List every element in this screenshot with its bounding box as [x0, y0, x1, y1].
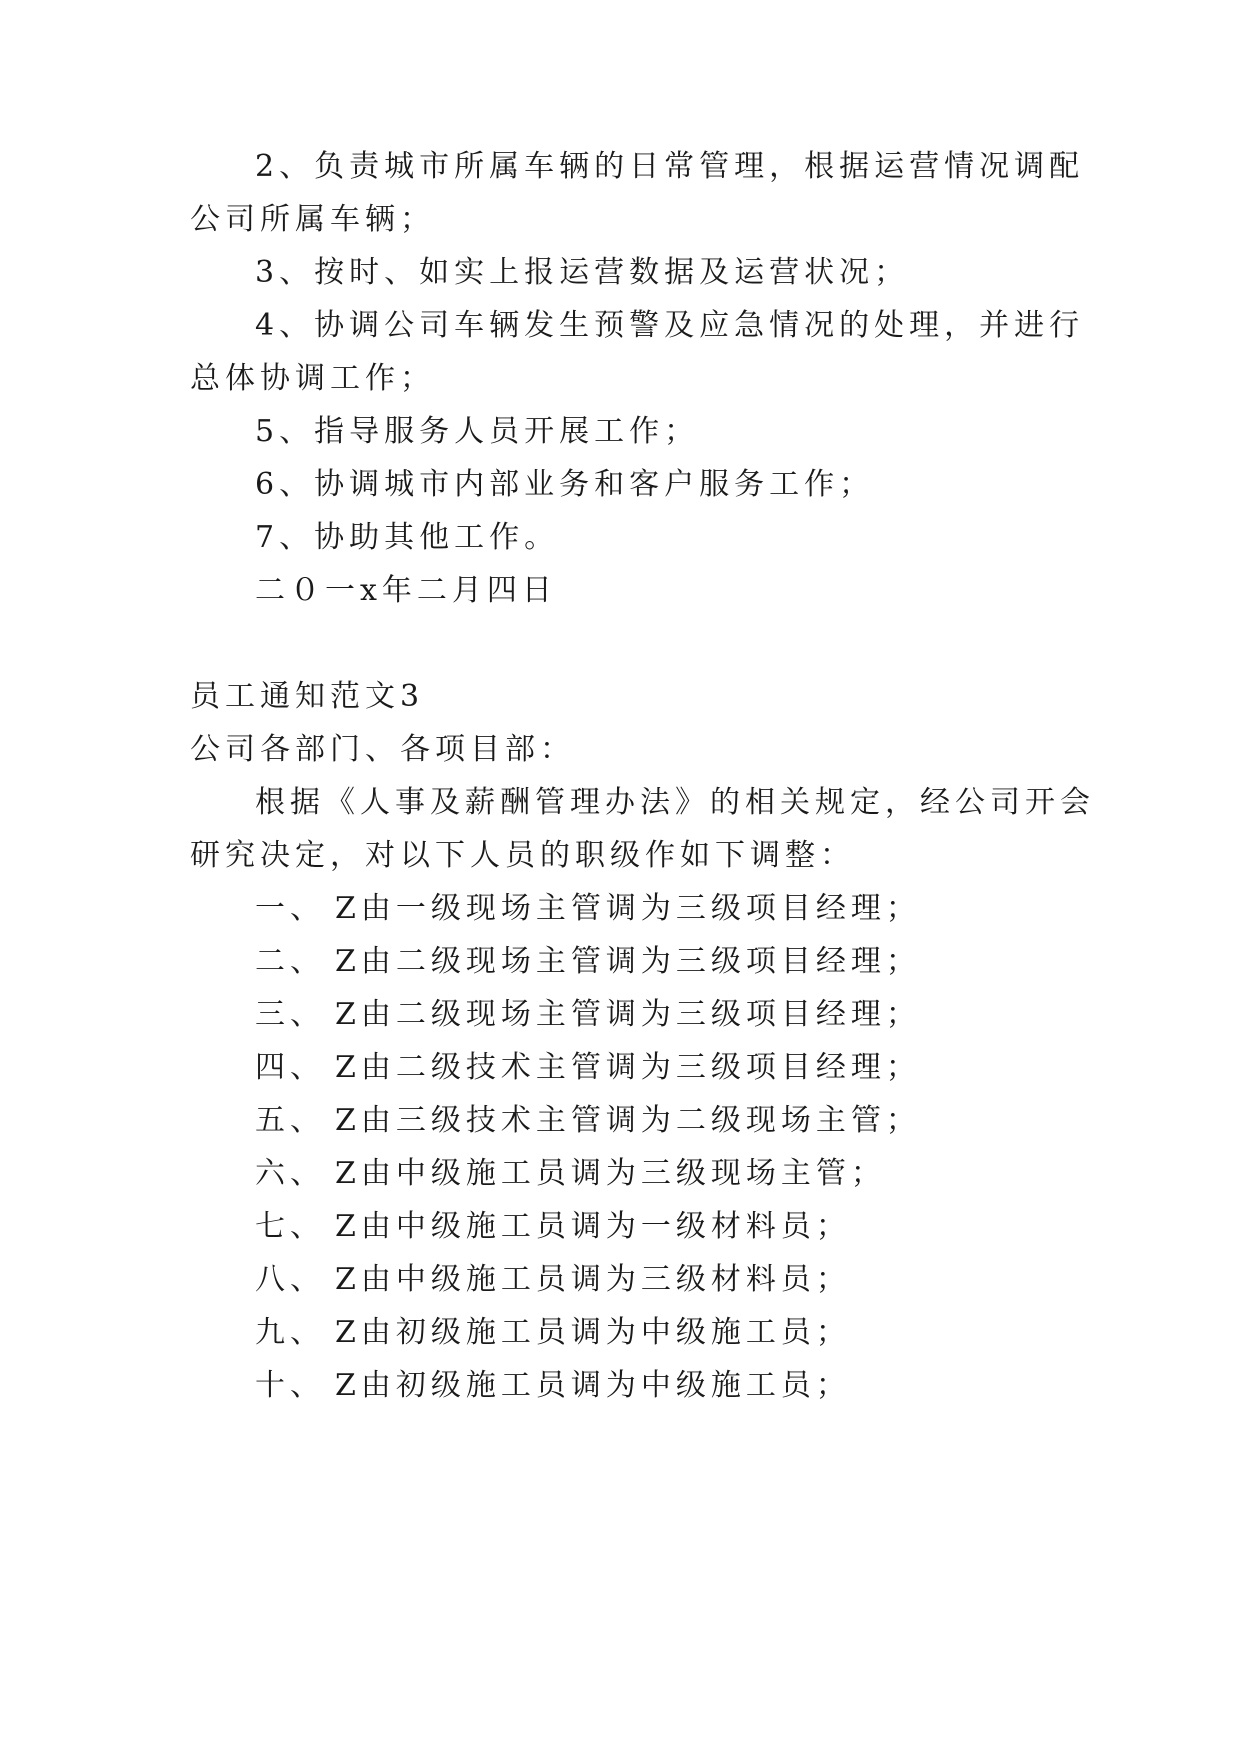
adjustment-item [255, 1207, 851, 1247]
adjustment-item [255, 1101, 921, 1141]
adjustment-item [255, 1048, 921, 1088]
adjustment-item [255, 942, 921, 982]
intro-line-1: 根据《人事及薪酬管理办法》的相关规定，经公司开会 [255, 785, 1095, 820]
adjustment-item [255, 1313, 851, 1353]
duty-item-6: 6、协调城市内部业务和客户服务工作； [255, 467, 875, 502]
adjustment-text: Z由一级现场主管调为三级项目经理； [335, 891, 921, 926]
adjustment-text: Z由初级施工员调为中级施工员； [335, 1315, 851, 1350]
adjustment-text: Z由中级施工员调为一级材料员； [335, 1209, 851, 1244]
duty-item-4-line2: 总体协调工作； [190, 361, 435, 396]
duty-item-7: 7、协助其他工作。 [255, 520, 560, 555]
section-title: 员工通知范文3 [190, 679, 425, 714]
adjustment-number: 九、 [255, 1315, 325, 1350]
document-date: 二０一x年二月四日 [255, 573, 557, 608]
adjustment-number: 二、 [255, 944, 325, 979]
adjustment-item [255, 889, 921, 929]
adjustment-number: 八、 [255, 1262, 325, 1297]
adjustment-text: Z由二级技术主管调为三级项目经理； [335, 1050, 921, 1085]
adjustment-number: 一、 [255, 891, 325, 926]
adjustment-item [255, 1260, 851, 1300]
adjustment-number: 三、 [255, 997, 325, 1032]
adjustment-number: 十、 [255, 1368, 325, 1403]
adjustment-text: Z由初级施工员调为中级施工员； [335, 1368, 851, 1403]
duty-item-4-line1: 4、协调公司车辆发生预警及应急情况的处理，并进行 [255, 308, 1085, 343]
adjustment-text: Z由中级施工员调为三级现场主管； [335, 1156, 886, 1191]
adjustment-number: 四、 [255, 1050, 325, 1085]
duty-item-2-line1: 2、负责城市所属车辆的日常管理，根据运营情况调配 [255, 149, 1085, 184]
duty-item-2-line2: 公司所属车辆； [190, 202, 435, 237]
duty-item-5: 5、指导服务人员开展工作； [255, 414, 700, 449]
adjustment-number: 七、 [255, 1209, 325, 1244]
adjustment-text: Z由三级技术主管调为二级现场主管； [335, 1103, 921, 1138]
intro-line-2: 研究决定，对以下人员的职级作如下调整： [190, 838, 855, 873]
adjustment-item [255, 1366, 851, 1406]
adjustment-number: 六、 [255, 1156, 325, 1191]
adjustment-text: Z由二级现场主管调为三级项目经理； [335, 944, 921, 979]
adjustment-text: Z由中级施工员调为三级材料员； [335, 1262, 851, 1297]
duty-item-3: 3、按时、如实上报运营数据及运营状况； [255, 255, 910, 290]
adjustment-item [255, 1154, 886, 1194]
salutation: 公司各部门、各项目部： [190, 732, 575, 767]
adjustment-item [255, 995, 921, 1035]
adjustment-number: 五、 [255, 1103, 325, 1138]
adjustment-text: Z由二级现场主管调为三级项目经理； [335, 997, 921, 1032]
